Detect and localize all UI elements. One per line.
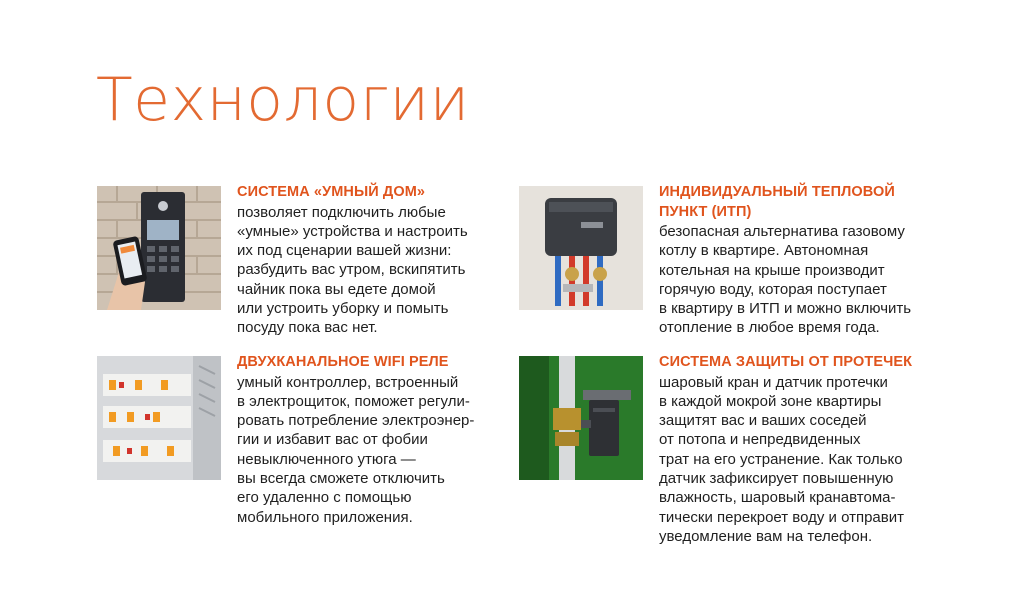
feature-text-line: датчик зафиксирует повышенную (659, 469, 894, 487)
feature-text-line: трат на его устранение. Как только (659, 450, 903, 468)
feature-text-line: отопление в любое время года. (659, 319, 880, 337)
smart-home-panel-image (97, 186, 221, 310)
feature-text-line: горячую воду, которая поступает (659, 280, 887, 298)
leak-valve-image (519, 356, 643, 480)
feature-text-line: гии и избавит вас от фобии (237, 431, 428, 449)
feature-text-line: защитят вас и ваших соседей (659, 412, 867, 430)
feature-text-line: котельная на крыше производит (659, 261, 885, 279)
feature-text-line: уведомление вам на телефон. (659, 527, 873, 545)
feature-text-line: позволяет подключить любые (237, 203, 446, 221)
feature-text-line: умный контроллер, встроенный (237, 373, 459, 391)
feature-heading: ИНДИВИДУАЛЬНЫЙ ТЕПЛОВОЙ (659, 184, 895, 200)
feature-text-line: в каждой мокрой зоне квартиры (659, 392, 882, 410)
electrical-panel-image (97, 356, 221, 480)
feature-text-line: его удаленно с помощью (237, 489, 412, 507)
feature-heading: СИСТЕМА «УМНЫЙ ДОМ» (237, 184, 426, 200)
feature-text-line: чайник пока вы едете домой (237, 280, 436, 298)
heat-unit-image (519, 186, 643, 310)
feature-text-line: в квартиру в ИТП и можно включить (659, 300, 912, 318)
feature-text-line: или устроить уборку и помыть (237, 299, 449, 317)
page-title: Технологии (96, 65, 470, 135)
feature-text-line: влажность, шаровый кранавтома- (659, 489, 896, 507)
feature-heading: ПУНКТ (ИТП) (659, 203, 752, 220)
feature-text-line: тически перекроет воду и отправит (659, 508, 904, 526)
feature-text-line: их под сценарии вашей жизни: (237, 242, 452, 260)
feature-heading: СИСТЕМА ЗАЩИТЫ ОТ ПРОТЕЧЕК (659, 354, 913, 370)
feature-text-line: шаровый кран и датчик протечки (659, 373, 888, 391)
feature-text-line: вы всегда сможете отключить (237, 469, 445, 487)
feature-text-line: разбудить вас утром, вскипятить (237, 261, 466, 279)
feature-text-line: безопасная альтернатива газовому (659, 223, 905, 240)
feature-text-line: ровать потребление электроэнер- (237, 412, 475, 430)
feature-text-line: от потопа и непредвиденных (659, 431, 861, 449)
feature-text-line: невыключенного утюга — (237, 450, 416, 468)
feature-heading: ДВУХКАНАЛЬНОЕ WIFI РЕЛЕ (237, 354, 449, 370)
feature-text-line: «умные» устройства и настроить (237, 222, 468, 240)
feature-text-line: мобильного приложения. (237, 508, 413, 526)
feature-text-line: котлу в квартире. Автономная (659, 242, 869, 260)
feature-text-line: в электрощиток, поможет регули- (237, 392, 470, 410)
feature-text-line: посуду пока вас нет. (237, 319, 378, 337)
